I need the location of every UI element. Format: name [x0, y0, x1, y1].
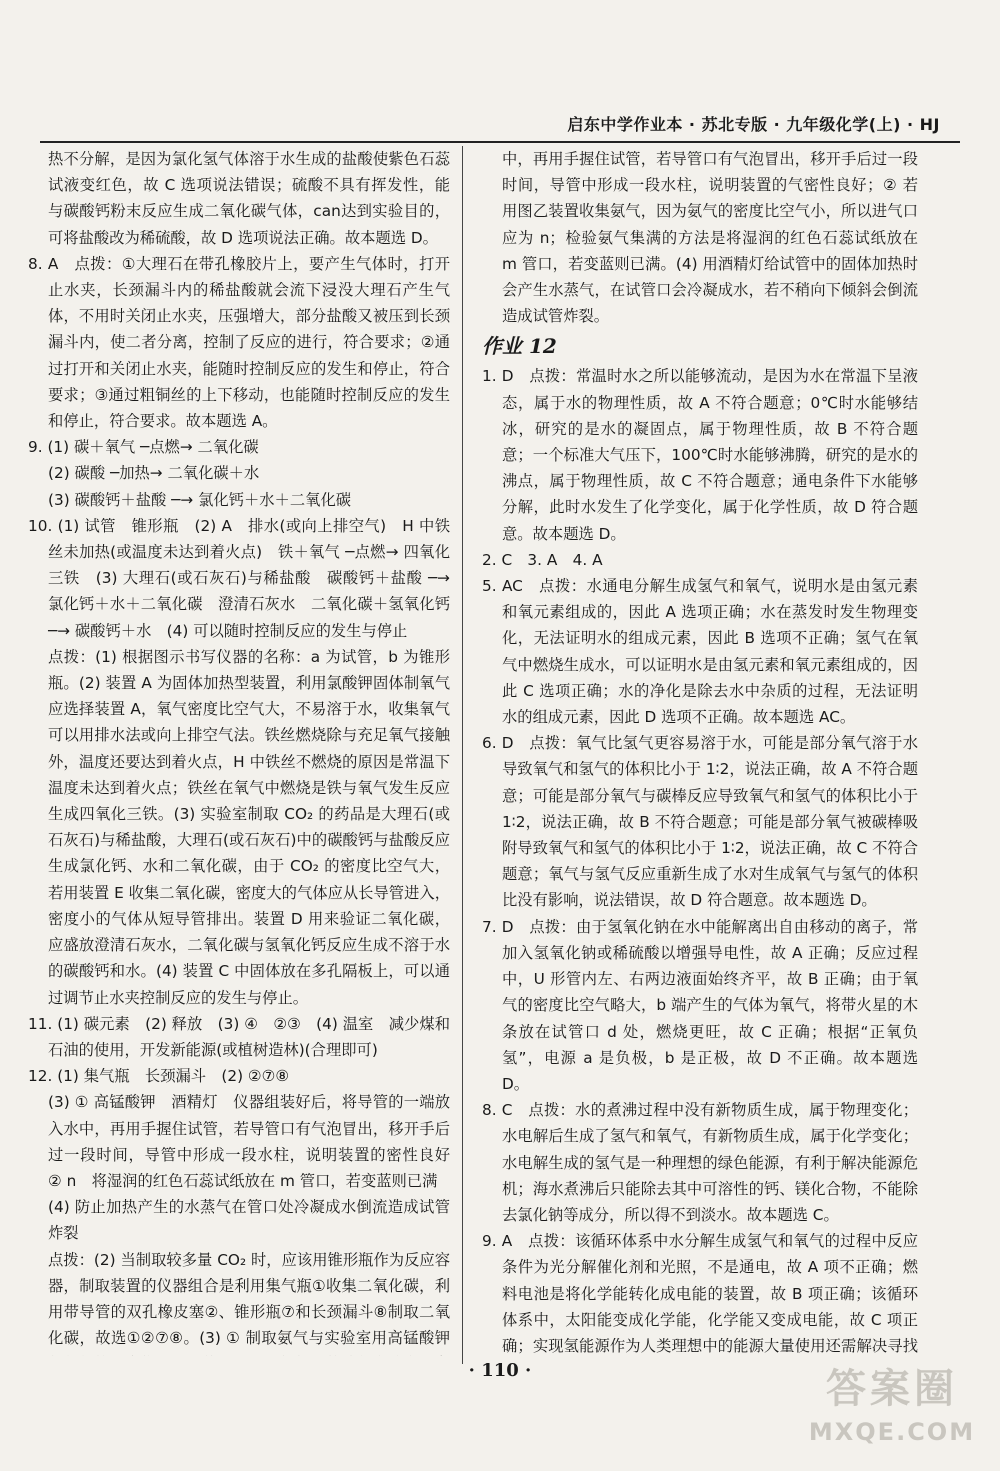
- answer-paragraph: (2) 碳酸 ─加热→ 二氧化碳＋水: [48, 464, 260, 483]
- section-heading: 作业 12: [482, 334, 557, 359]
- answer-paragraph: 8. C 点拨：水的煮沸过程中没有新物质生成，属于物理变化；水电解后生成了氢气和氧气，有新物质生成，属于化学变化；水电解生成的氢气是一种理想的绿色能源，有利于解决能源危机；海水煮沸后只能除去其中可溶性的钙、镁化合物，不能除去氯化钠等成分，所以得不到淡水。故本题选 C。: [482, 1101, 918, 1224]
- watermark-logo: [792, 1361, 992, 1461]
- answer-paragraph: 2. C 3. A 4. A: [482, 550, 603, 569]
- page-number: · 110 ·: [468, 1360, 532, 1381]
- answer-paragraph: (3) 碳酸钙＋盐酸 ─→ 氯化钙＋水＋二氧化碳: [48, 490, 352, 509]
- answer-paragraph: 点拨：(1) 根据图示书写仪器的名称：a 为试管，b 为锥形瓶。(2) 装置 A 为固体加热型装置，利用氯酸钾固体制氧气应选择装置 A，氧气密度比空气大，不易溶于水，收集氧气可以用排水法或向上排空气法。铁丝燃烧除与充足氧气接触外，温度还要达到着火点，H 中铁丝不燃烧的原因是常温下温度未达到着火点；铁丝在氧气中燃烧是铁与氧气发生反应生成四氧化三铁。(3) 实验室制取 CO₂ 的药品是大理石(或石灰石)与稀盐酸，大理石(或石灰石)中的碳酸钙与盐酸反应生成氯化钙、水和二氧化碳，由于 CO₂ 的密度比空气大，若用装置 E 收集二氧化碳，密度大的气体应从长导管进入，密度小的气体从短导管排出。装置 D 用来验证二氧化碳，应盛放澄清石灰水，二氧化碳与氢氧化钙反应生成不溶于水的碳酸钙和水。(4) 装置 C 中固体放在多孔隔板上，可以通过调节止水夹控制反应的发生与停止。: [48, 647, 450, 1007]
- answer-paragraph: 5. AC 点拨：水通电分解生成氢气和氧气，说明水是由氢元素和氧元素组成的，因此 A 选项正确；水在蒸发时发生物理变化，无法证明水的组成元素，因此 B 选项不正确；氢气在氧气中燃烧生成水，可以证明水是由氢元素和氧元素组成的，因此 C 选项正确；水的净化是除去水中杂质的过程，无法证明水的组成元素，因此 D 选项不正确。故本题选 AC。: [482, 577, 918, 727]
- right-column: [482, 146, 918, 1356]
- answer-paragraph: 8. A 点拨：①大理石在带孔橡胶片上，要产生气体时，打开止水夹，长颈漏斗内的稀盐酸就会流下浸没大理石产生气体，不用时关闭止水夹，压强增大，部分盐酸又被压到长颈漏斗内，使二者分离，控制了反应的进行，符合要求；②通过打开和关闭止水夹，能随时控制反应的发生和停止，符合要求；③通过粗铜丝的上下移动，也能随时控制反应的发生和停止，符合要求。故本题选 A。: [28, 254, 450, 431]
- answer-paragraph: 热不分解，是因为氯化氢气体溶于水生成的盐酸使紫色石蕊试液变红色，故 C 选项说法错误；硫酸不具有挥发性，能与碳酸钙粉末反应生成二氧化碳气体，can达到实验目的，可将盐酸改为稀硫酸，故 D 选项说法正确。故本题选 D。: [48, 150, 450, 247]
- answer-paragraph: 9. (1) 碳＋氧气 ─点燃→ 二氧化碳: [28, 438, 259, 457]
- answer-paragraph: 点拨：(2) 当制取较多量 CO₂ 时，应该用锥形瓶作为反应容器，制取装置的仪器组合是利用集气瓶①收集二氧化碳，利用带导管的双孔橡皮塞②、锥形瓶⑦和长颈漏斗⑧制取二氧化碳，故选①②⑦⑧。(3) ① 制取氨气与实验室用高锰酸钾: [48, 1250, 450, 1348]
- answer-paragraph: 10. (1) 试管 锥形瓶 (2) A 排水(或向上排空气) H 中铁丝未加热(或温度未达到着火点) 铁＋氧气 ─点燃→ 四氧化三铁 (3) 大理石(或石灰石)与稀盐酸 碳酸钙＋盐酸 ─→ 氯化钙＋水＋二氧化碳 澄清石灰水 二氧化碳＋氢氧化钙 ─→ 碳酸钙＋水 (4) 可以随时控制反应的发生与停止: [28, 516, 450, 640]
- column-divider: [462, 146, 463, 1364]
- running-header: 启东中学作业本 · 苏北专版 · 九年级化学(上) · HJ: [567, 115, 940, 134]
- watermark-url: MXQE.COM: [808, 1418, 976, 1446]
- answer-paragraph: (4) 防止加热产生的水蒸气在管口处冷凝成水倒流造成试管炸裂: [48, 1198, 450, 1243]
- watermark-text: 答案圈: [826, 1366, 958, 1412]
- answer-paragraph: 12. (1) 集气瓶 长颈漏斗 (2) ②⑦⑧: [28, 1067, 290, 1086]
- answer-paragraph: 中，再用手握住试管，若导管口有气泡冒出，移开手后过一段时间，导管中形成一段水柱，说明装置的气密性良好；② 若用图乙装置收集氨气，因为氨气的密度比空气小，所以进气口应为 n；检验氨气集满的方法是将湿润的红色石蕊试纸放在 m 管口，若变蓝则已满。(4) 用酒精灯给试管中的固体加热时会产生水蒸气，在试管口会冷凝成水，若不稍向下倾斜会倒流造成试管炸裂。: [502, 150, 918, 326]
- header-rule: [40, 141, 960, 143]
- answer-paragraph: 6. D 点拨：氧气比氢气更容易溶于水，可能是部分氧气溶于水导致氧气和氢气的体积比小于 1∶2，说法正确，故 A 不符合题意；可能是部分氧气与碳棒反应导致氧气和氢气的体积比小于 1∶2，说法正确，故 B 不符合题意；可能是部分氧气被碳棒吸附导致氧气和氢气的体积比小于 1∶2，说法正确，故 C 不符合题意；氧气与氢气反应重新生成了水对生成氧气与氢气的体积比没有影响，说法错误，故 D 符合题意。故本题选 D。: [482, 734, 918, 910]
- answer-paragraph: 1. D 点拨：常温时水之所以能够流动，是因为水在常温下呈液态，属于水的物理性质，故 A 不符合题意；0℃时水能够结冰，研究的是水的凝固点，属于物理性质，故 B 不符合题意；一个标准大气压下，100℃时水能够沸腾，研究的是水的沸点，属于物理性质，故 C 不符合题意；通电条件下水能够分解，此时水发生了化学变化，属于化学性质，故 D 符合题意。故本题选 D。: [482, 367, 918, 543]
- answer-paragraph: 9. A 点拨：该循环体系中水分解生成氢气和氧气的过程中反应条件为光分解催化剂和光照，不是通电，故 A 项不正确；燃料电池是将化学能转化成电能的装置，故 B 项正确；该循环体系中，太阳能变成化学能，化学能又变成电能，故 C 项正确；实现氢能源作为人类理想中的能源大量使用还需解决寻找: [482, 1232, 918, 1355]
- answer-paragraph: 11. (1) 碳元素 (2) 释放 (3) ④ ②③ (4) 温室 减少煤和石油的使用，开发新能源(或植树造林)(合理即可): [28, 1014, 450, 1059]
- answer-paragraph: 7. D 点拨：由于氢氧化钠在水中能解离出自由移动的离子，常加入氢氧化钠或稀硫酸以增强导电性，故 A 正确；反应过程中，U 形管内左、右两边液面始终齐平，故 B 正确；由于氧气的密度比空气略大，b 端产生的气体为氧气，将带火星的木条放在试管口 d 处，燃烧更旺，故 C 正确；根据“正氧负氢”，电源 a 是负极，b 是正极，故 D 不正确。故本题选 D。: [482, 917, 918, 1093]
- answer-paragraph: (3) ① 高锰酸钾 酒精灯 仪器组装好后，将导管的一端放入水中，再用手握住试管，若导管口有气泡冒出，移开手后过一段时间，导管中形成一段水柱，说明装置的密性良好 ② n 将湿润的红色石蕊试纸放在 m 管口，若变蓝则已满: [48, 1093, 450, 1190]
- left-column: [28, 146, 450, 1356]
